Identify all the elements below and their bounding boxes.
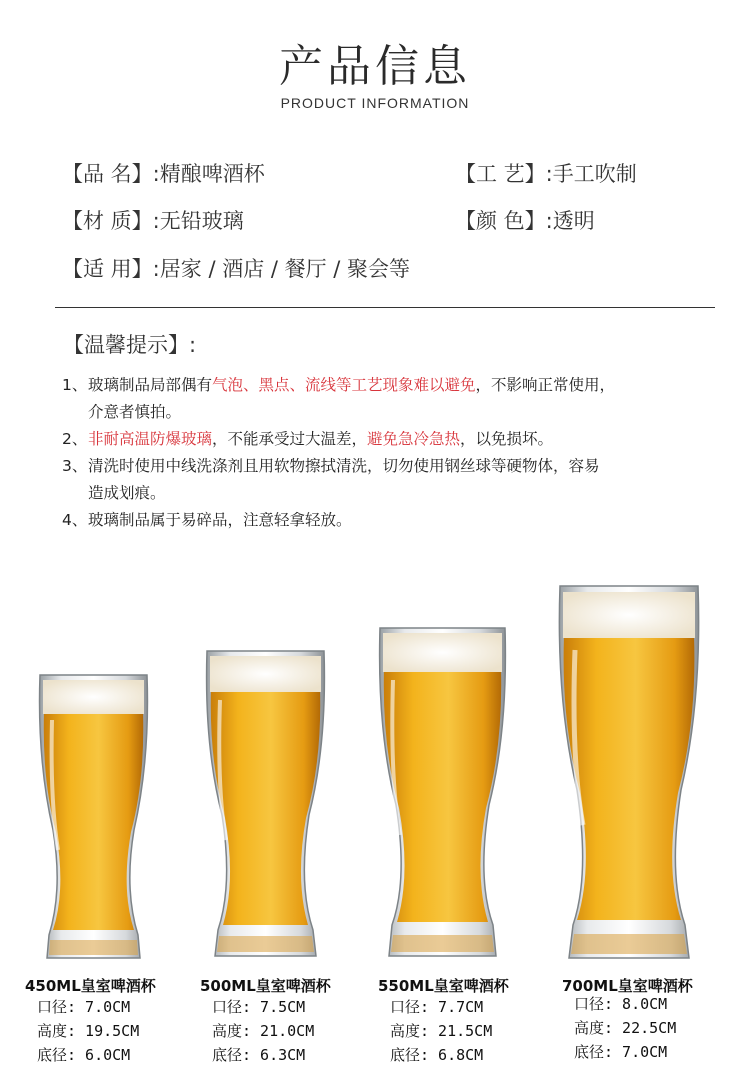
product-name: 550ML皇室啤酒杯 — [378, 977, 509, 995]
product-specs — [37, 995, 139, 1067]
spec-height: 高度: 21.0CM — [212, 1022, 315, 1040]
info-label: 【工 艺】: — [455, 162, 553, 186]
spec-mouth: 口径: 7.0CM — [37, 998, 131, 1016]
product-name: 700ML皇室啤酒杯 — [562, 977, 693, 995]
product-name: 500ML皇室啤酒杯 — [200, 977, 331, 995]
spec-height: 高度: 22.5CM — [574, 1019, 677, 1037]
info-value: 透明 — [552, 209, 595, 233]
tip-text-part: ，不影响正常使用， — [475, 376, 616, 394]
spec-mouth: 口径: 7.7CM — [390, 998, 484, 1016]
tip-text-part: 介意者慎拍。 — [88, 403, 182, 421]
tip-text-part: 清洗时使用中线洗涤剂且用软物擦拭清洗，切勿使用钢丝球等硬物体，容易 — [88, 457, 600, 475]
tip-text-part: ，不能承受过大温差， — [212, 430, 368, 448]
tip-warning: 非耐高温防爆玻璃 — [88, 430, 213, 448]
spec-mouth: 口径: 7.5CM — [212, 998, 306, 1016]
tip-number: 1、 — [62, 376, 88, 394]
tip-number: 2、 — [62, 430, 88, 448]
glass-450ml — [40, 675, 148, 958]
glass-500ml — [207, 651, 325, 956]
spec-height: 高度: 21.5CM — [390, 1022, 493, 1040]
glass-550ml — [380, 628, 506, 956]
product-specs — [574, 992, 676, 1064]
product-name: 450ML皇室啤酒杯 — [25, 977, 156, 995]
page-title: 产品信息 — [279, 41, 471, 92]
spec-base: 底径: 6.3CM — [212, 1046, 306, 1064]
tip-text: 玻璃制品属于易碎品，注意轻拿轻放。 — [88, 511, 352, 529]
info-label: 【颜 色】: — [455, 209, 553, 233]
glass-700ml — [559, 586, 698, 958]
tip-text-part: 玻璃制品局部偶有 — [88, 376, 213, 394]
spec-base: 底径: 7.0CM — [574, 1043, 668, 1061]
tip-warning: 气泡、黑点、流线等工艺现象难以避免 — [212, 376, 476, 394]
page-subtitle: PRODUCT INFORMATION — [280, 95, 470, 111]
info-value: 居家 / 酒店 / 餐厅 / 聚会等 — [159, 257, 411, 281]
info-label: 【适 用】: — [62, 257, 160, 281]
product-specs — [212, 995, 314, 1067]
info-label: 【材 质】: — [62, 209, 160, 233]
product-specs — [390, 995, 492, 1067]
spec-base: 底径: 6.0CM — [37, 1046, 131, 1064]
spec-mouth: 口径: 8.0CM — [574, 995, 668, 1013]
info-value: 无铅玻璃 — [159, 209, 244, 233]
tip-number: 4、 — [62, 511, 88, 529]
tip-text-part: 造成划痕。 — [88, 484, 166, 502]
tip-text-part: ，以免损坏。 — [460, 430, 554, 448]
spec-base: 底径: 6.8CM — [390, 1046, 484, 1064]
tip-number: 3、 — [62, 457, 88, 475]
info-value: 手工吹制 — [552, 162, 637, 186]
spec-height: 高度: 19.5CM — [37, 1022, 140, 1040]
info-label: 【品 名】: — [62, 162, 160, 186]
tips-heading: 【温馨提示】: — [63, 333, 197, 357]
tip-warning: 避免急冷急热 — [367, 430, 461, 448]
info-value: 精酿啤酒杯 — [159, 162, 265, 186]
